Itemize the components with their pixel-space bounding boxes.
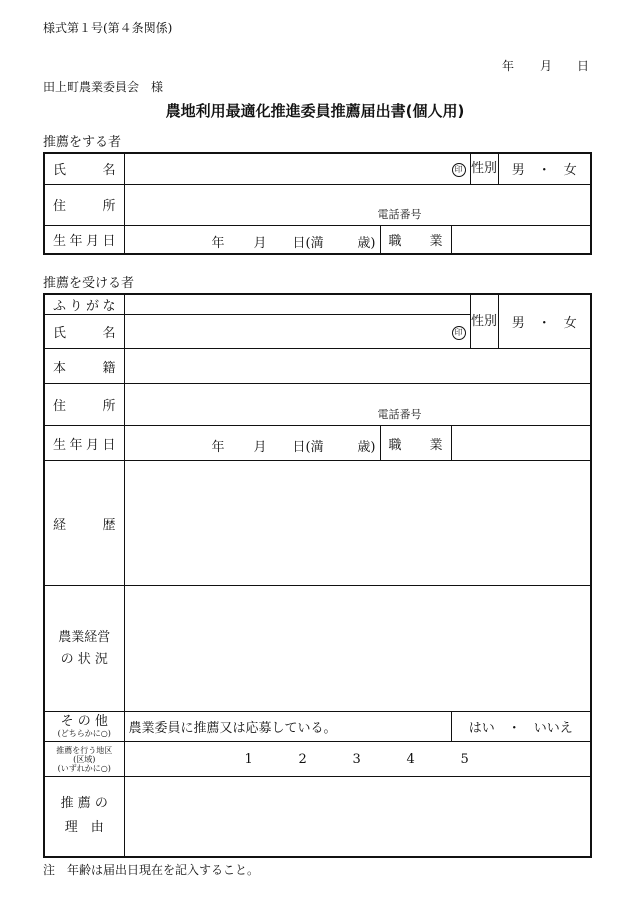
- honseki-label: 本 籍: [44, 349, 124, 384]
- district-label: 推薦を行う地区 (区域) (いずれかに○): [44, 742, 124, 777]
- recommender-dob-field[interactable]: [124, 225, 380, 254]
- furigana-label: ふりがな: [44, 294, 124, 315]
- recommender-dob-day: 日(満: [292, 235, 324, 251]
- recommender-sex-label: 性別: [470, 153, 498, 184]
- district-option[interactable]: 2: [298, 752, 307, 767]
- recommender-name-label: 氏 名: [44, 153, 124, 184]
- recommendee-dob-field[interactable]: [124, 426, 380, 461]
- date-year-label: 年: [502, 59, 515, 73]
- recommender-occupation-label: 職 業: [380, 225, 451, 254]
- furigana-field[interactable]: [124, 294, 470, 315]
- recommender-name-field[interactable]: [124, 153, 470, 184]
- district-option[interactable]: 3: [352, 752, 361, 767]
- recommendee-name-label: 氏 名: [44, 315, 124, 349]
- recommendee-dob-label: 生年月日: [44, 426, 124, 461]
- recommendee-phone-label: 電話番号: [377, 408, 422, 421]
- seal-icon: 印: [452, 163, 466, 177]
- recommendee-section-title: 推薦を受ける者: [43, 276, 135, 291]
- document-title: 農地利用最適化推進委員推薦届出書(個人用): [165, 102, 465, 120]
- recommender-section-title: 推薦をする者: [43, 135, 122, 150]
- recommender-table: [43, 152, 592, 255]
- district-option[interactable]: 1: [244, 752, 253, 767]
- other-text: 農業委員に推薦又は応募している。: [124, 712, 451, 742]
- date-month-label: 月: [540, 59, 553, 73]
- district-option[interactable]: 5: [460, 752, 469, 767]
- recommender-address-field[interactable]: [124, 184, 591, 225]
- other-note: (どちらかに○): [57, 729, 111, 738]
- recommender-dob-label: 生年月日: [44, 225, 124, 254]
- career-label: 経 歴: [44, 461, 124, 586]
- other-label: そ の 他 (どちらかに○): [44, 712, 124, 742]
- seal-icon: 印: [452, 326, 466, 340]
- addressee: 田上町農業委員会 様: [43, 80, 164, 94]
- recommendee-dob-day: 日(満: [292, 440, 324, 455]
- recommendee-dob-age: 歳): [357, 440, 376, 455]
- recommendee-sex-options[interactable]: 男 ・ 女: [498, 294, 591, 349]
- footer-note: 注 年齢は届出日現在を記入すること。: [43, 863, 260, 877]
- recommender-dob-month: 月: [253, 235, 267, 251]
- recommendee-dob-month: 月: [253, 440, 267, 455]
- recommendee-occupation-label: 職 業: [380, 426, 451, 461]
- recommender-dob-year: 年: [211, 235, 225, 251]
- recommendee-dob-year: 年: [211, 440, 225, 455]
- date-day-label: 日: [577, 59, 590, 73]
- recommendee-name-field[interactable]: [124, 315, 470, 349]
- recommendee-address-field[interactable]: [124, 384, 591, 426]
- recommendee-address-label: 住 所: [44, 384, 124, 426]
- form-number: 様式第１号(第４条関係): [43, 21, 173, 35]
- recommender-sex-options[interactable]: 男 ・ 女: [498, 153, 591, 184]
- reason-label: 推 薦 の 理 由: [44, 777, 124, 857]
- recommender-phone-label: 電話番号: [377, 207, 422, 221]
- honseki-field[interactable]: [124, 349, 591, 384]
- farming-status-field[interactable]: [124, 586, 591, 712]
- career-field[interactable]: [124, 461, 591, 586]
- other-options[interactable]: はい ・ いいえ: [451, 712, 591, 742]
- recommendee-sex-label: 性別: [470, 294, 498, 349]
- recommendee-table: [43, 293, 592, 858]
- farming-status-label: 農業経営 の 状 況: [44, 586, 124, 712]
- recommender-address-label: 住 所: [44, 184, 124, 225]
- recommendee-occupation-field[interactable]: [451, 426, 591, 461]
- recommender-dob-age: 歳): [357, 235, 376, 251]
- district-options[interactable]: [124, 742, 591, 777]
- recommender-occupation-field[interactable]: [451, 225, 591, 254]
- district-option[interactable]: 4: [406, 752, 415, 767]
- reason-field[interactable]: [124, 777, 591, 857]
